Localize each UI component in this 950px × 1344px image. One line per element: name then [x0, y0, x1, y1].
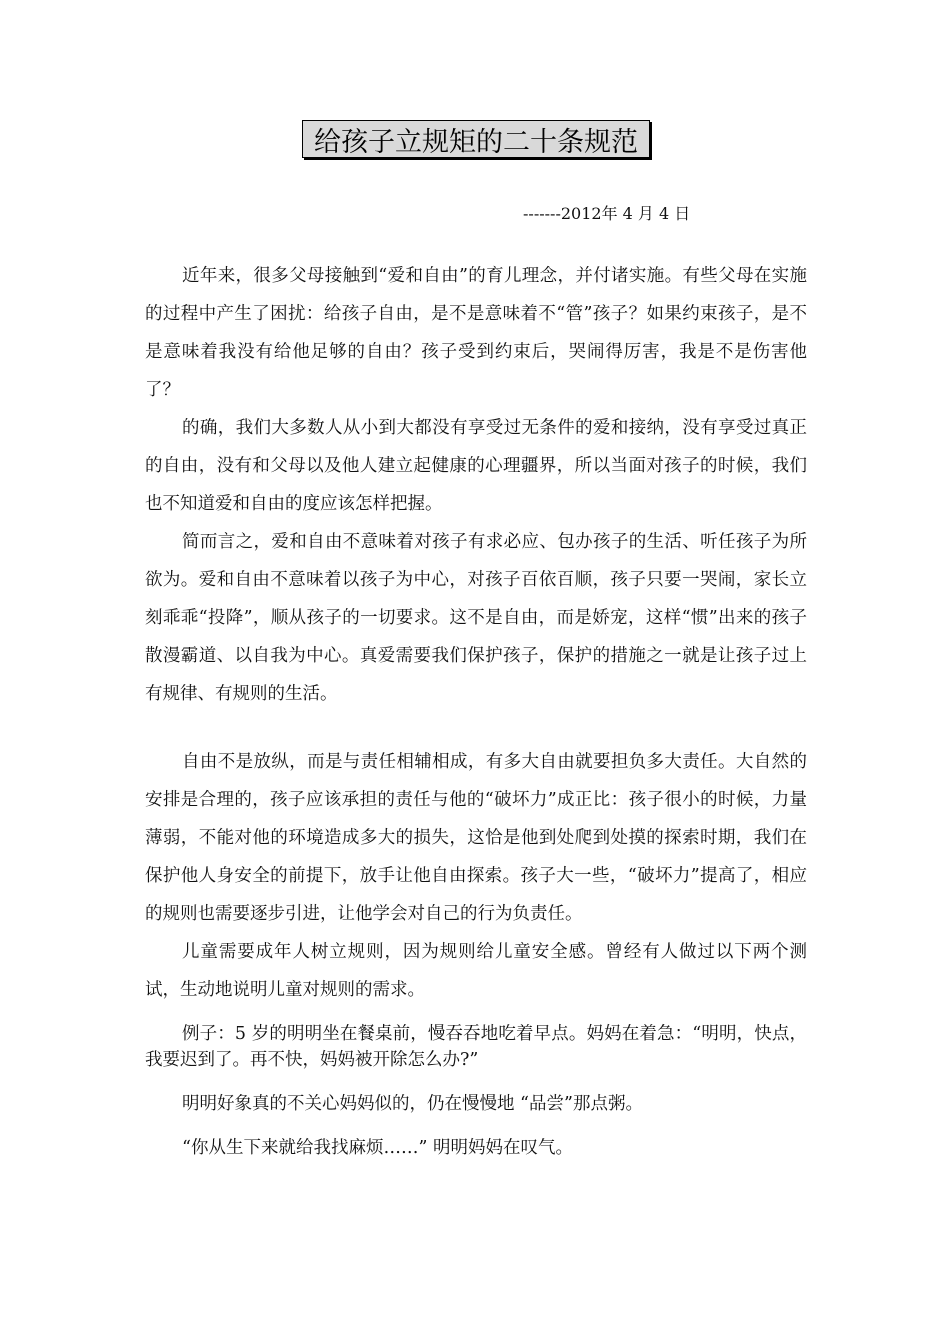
- title-box: [302, 120, 650, 158]
- paragraph-intro: 近年来，很多父母接触到“爱和自由”的育儿理念，并付诸实施。有些父母在实施的过程中产生了困扰：给孩子自由，是不是意味着不“管”孩子？如果约束孩子，是不是意味着我没有给他足够的自由？孩子受到约束后，哭闹得厉害，我是不是伤害他了？: [145, 266, 807, 400]
- paragraph-freedom: 自由不是放纵，而是与责任相辅相成，有多大自由就要担负多大责任。大自然的安排是合理的，孩子应该承担的责任与他的“破坏力”成正比：孩子很小的时候，力量薄弱，不能对他的环境造成多大的损失，这恰是他到处爬到处摸的探索时期，我们在保护他人身安全的前提下，放手让他自由探索。孩子大一些，“破坏力”提高了，相应的规则也需要逐步引进，让他学会对自己的行为负责任。: [145, 752, 807, 924]
- paragraph-rules-need: 儿童需要成年人树立规则，因为规则给儿童安全感。曾经有人做过以下两个测试，生动地说明儿童对规则的需求。: [145, 942, 807, 1000]
- paragraph-mingming: 明明好象真的不关心妈妈似的，仍在慢慢地 “品尝”那点粥。: [182, 1094, 643, 1114]
- document-title: 给孩子立规矩的二十条规范: [314, 126, 638, 158]
- document-date: -------2012年 4 月 4 日: [523, 204, 691, 223]
- paragraph-summary: 简而言之，爱和自由不意味着对孩子有求必应、包办孩子的生活、听任孩子为所欲为。爱和自由不意味着以孩子为中心，对孩子百依百顺，孩子只要一哭闹，家长立刻乖乖“投降”，顺从孩子的一切要求。这不是自由，而是娇宠，这样“惯”出来的孩子散漫霸道、以自我为中心。真爱需要我们保护孩子，保护的措施之一就是让孩子过上有规律、有规则的生活。: [145, 532, 807, 704]
- paragraph-example: 例子：5 岁的明明坐在餐桌前，慢吞吞地吃着早点。妈妈在着急：“明明，快点，我要迟到了。再不快，妈妈被开除怎么办?”: [145, 1024, 807, 1070]
- section-spacer: [145, 713, 807, 743]
- paragraph-indeed: 的确，我们大多数人从小到大都没有享受过无条件的爱和接纳，没有享受过真正的自由，没有和父母以及他人建立起健康的心理疆界，所以当面对孩子的时候，我们也不知道爱和自由的度应该怎样把握。: [145, 418, 807, 514]
- document-body: [145, 257, 807, 1161]
- paragraph-mother-sigh: “你从生下来就给我找麻烦……” 明明妈妈在叹气。: [182, 1138, 573, 1158]
